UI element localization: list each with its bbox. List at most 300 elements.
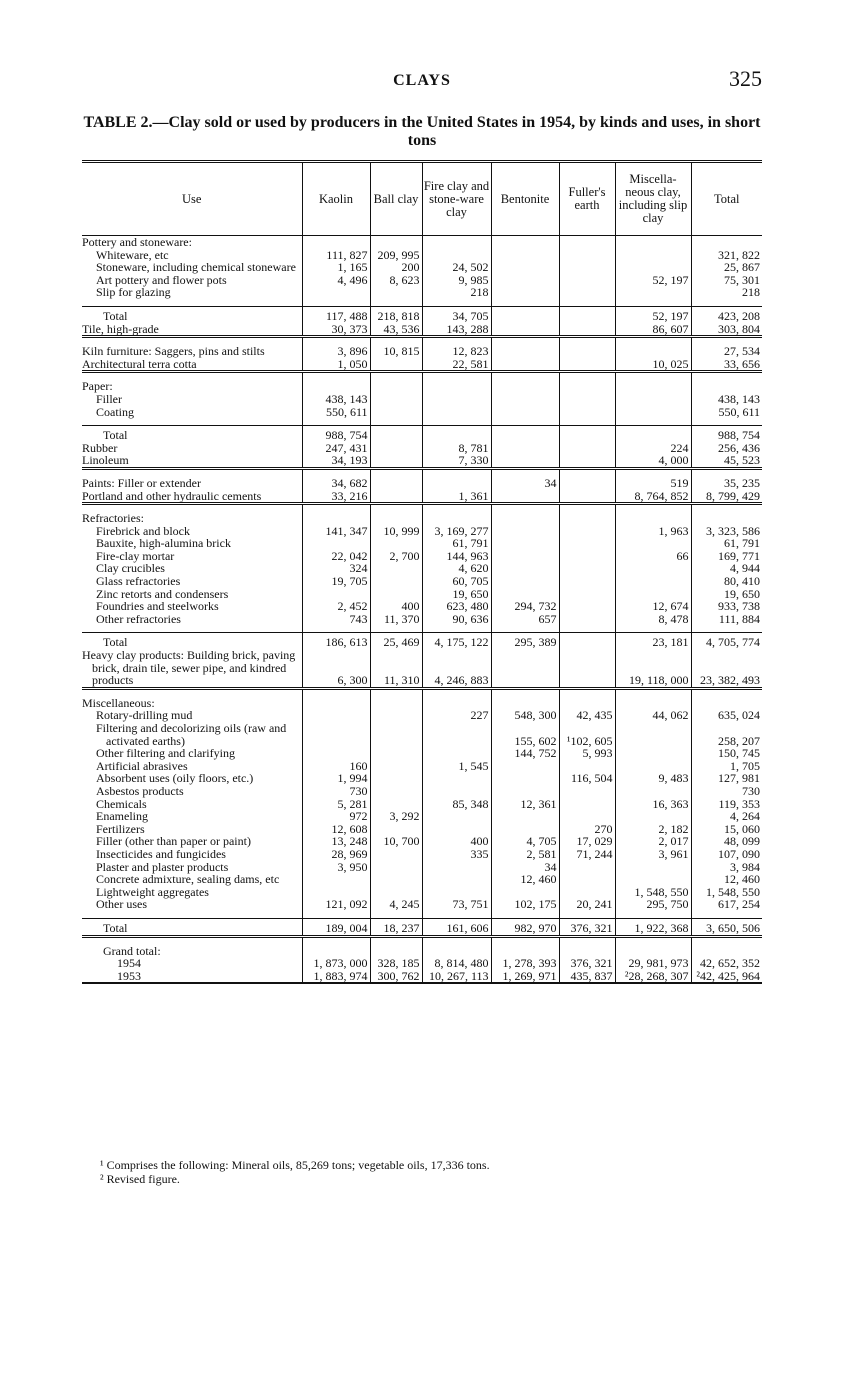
table-row [82,873,762,886]
value-cell: 258, 207 [691,722,762,747]
spacer-cell [302,625,370,633]
use-label: Fertilizers [96,821,145,836]
value-cell: 209, 995 [370,249,422,262]
use-label: Other filtering and clarifying [96,746,235,761]
value-cell [559,550,615,563]
spacer-cell [82,299,302,307]
value-cell: 29, 981, 973 [615,957,691,970]
column-header: Miscella-neous clay, including slip clay [615,162,691,236]
value-cell: 71, 244 [559,848,615,861]
spacer-cell [615,372,691,381]
value-cell [559,249,615,262]
value-cell: ¹102, 605 [559,722,615,747]
value-cell: 294, 732 [491,600,559,613]
value-cell [370,562,422,575]
value-cell [491,649,559,688]
value-cell: 730 [302,785,370,798]
value-cell: 25, 867 [691,261,762,274]
value-cell [370,454,422,468]
value-cell: 321, 822 [691,249,762,262]
spacer-cell [559,418,615,426]
value-cell: 4, 496 [302,274,370,287]
table-row [82,236,762,249]
spacer-cell [615,299,691,307]
value-cell: 22, 581 [422,358,491,372]
value-cell [370,286,422,299]
value-cell: 435, 837 [559,970,615,984]
value-cell [422,406,491,419]
value-cell: 27, 534 [691,345,762,358]
value-cell [491,562,559,575]
spacer-cell [370,688,422,697]
use-label: 1954 [117,956,141,971]
value-cell: 61, 791 [691,537,762,550]
table-row [82,810,762,823]
value-cell: 45, 523 [691,454,762,468]
use-label: Artificial abrasives [96,758,188,773]
value-cell [422,747,491,760]
value-cell [559,323,615,337]
value-cell [559,358,615,372]
table-row [82,454,762,468]
value-cell: 160 [302,760,370,773]
spacer-cell [559,688,615,697]
value-cell [491,323,559,337]
value-cell: 43, 536 [370,323,422,337]
use-label: Linoleum [82,453,129,468]
value-cell [491,306,559,322]
value-cell [559,454,615,468]
value-cell [370,380,422,393]
value-cell: 1, 278, 393 [491,957,559,970]
value-cell [615,286,691,299]
value-cell: 743 [302,613,370,626]
value-cell: 8, 799, 429 [691,490,762,504]
value-cell: 4, 264 [691,810,762,823]
row-spacer [82,418,762,426]
value-cell: 161, 606 [422,918,491,936]
value-cell [422,380,491,393]
use-label: Rotary-drilling mud [96,708,193,723]
table-row [82,345,762,358]
value-cell [370,477,422,490]
spacer-cell [370,911,422,919]
value-cell [370,861,422,874]
spacer-cell [691,504,762,513]
value-cell: 144, 963 [422,550,491,563]
value-cell [491,785,559,798]
use-label: Total [82,306,302,322]
value-cell [559,490,615,504]
value-cell: 4, 620 [422,562,491,575]
value-cell [559,306,615,322]
value-cell: 1, 883, 974 [302,970,370,984]
spacer-cell [491,337,559,346]
table-row [82,261,762,274]
value-cell: 2, 017 [615,835,691,848]
use-label: Zinc retorts and condensers [96,586,229,601]
value-cell: 4, 175, 122 [422,633,491,649]
use-label: Tile, high-grade [82,321,159,336]
value-cell [559,345,615,358]
spacer-cell [370,625,422,633]
spacer-cell [422,911,491,919]
use-label: Stoneware, including chemical stoneware [96,260,296,275]
value-cell: 12, 460 [491,873,559,886]
footnote-2: ² Revised figure. [100,1172,180,1186]
value-cell: 10, 999 [370,525,422,538]
value-cell: 3, 984 [691,861,762,874]
use-label: Other refractories [96,611,181,626]
spacer-cell [370,299,422,307]
value-cell: 5, 281 [302,798,370,811]
value-cell [370,406,422,419]
row-spacer [82,299,762,307]
value-cell: 400 [422,835,491,848]
value-cell [491,380,559,393]
spacer-cell [559,504,615,513]
spacer-cell [615,418,691,426]
use-label: Whiteware, etc [96,247,169,262]
spacer-cell [491,504,559,513]
value-cell: 12, 823 [422,345,491,358]
value-cell [302,709,370,722]
value-cell: 218, 818 [370,306,422,322]
value-cell [615,426,691,442]
table-row [82,600,762,613]
use-label: Paper: [82,379,113,394]
value-cell: 1, 963 [615,525,691,538]
value-cell [559,588,615,601]
value-cell [302,722,370,747]
value-cell: 12, 674 [615,600,691,613]
column-header: Use [82,162,302,236]
spacer-cell [615,936,691,945]
value-cell: 270 [559,823,615,836]
value-cell: 15, 060 [691,823,762,836]
table-row [82,562,762,575]
value-cell [370,236,422,249]
value-cell: 12, 361 [491,798,559,811]
spacer-cell [491,372,559,381]
value-cell [559,649,615,688]
value-cell: 13, 248 [302,835,370,848]
table-row [82,970,762,984]
value-cell: 550, 611 [691,406,762,419]
value-cell: 4, 000 [615,454,691,468]
value-cell [491,454,559,468]
value-cell: 295, 750 [615,898,691,911]
use-label: Grand total: [103,943,161,958]
spacer-cell [422,418,491,426]
value-cell: 18, 237 [370,918,422,936]
value-cell [559,406,615,419]
value-cell [615,747,691,760]
value-cell [559,512,615,525]
value-cell [491,537,559,550]
value-cell: 218 [422,286,491,299]
value-cell: 4, 944 [691,562,762,575]
value-cell [491,772,559,785]
value-cell: ²42, 425, 964 [691,970,762,984]
value-cell [370,760,422,773]
column-header: Bentonite [491,162,559,236]
value-cell [615,380,691,393]
value-cell: 111, 827 [302,249,370,262]
value-cell: 1, 548, 550 [691,886,762,899]
page-number: 325 [729,66,762,91]
table-caption: TABLE 2.—Clay sold or used by producers in the United States in 1954, by kinds and uses, in short tons [83,114,761,149]
use-label: Firebrick and block [96,523,190,538]
value-cell [302,512,370,525]
value-cell [559,798,615,811]
value-cell [615,406,691,419]
value-cell: 2, 452 [302,600,370,613]
use-label: Kiln furniture: Saggers, pins and stilts [82,344,265,359]
spacer-cell [691,299,762,307]
value-cell [491,512,559,525]
spacer-cell [691,625,762,633]
value-cell [559,426,615,442]
table-row [82,649,762,688]
value-cell [491,249,559,262]
value-cell [370,697,422,710]
spacer-cell [691,911,762,919]
value-cell: 61, 791 [422,537,491,550]
value-cell: 3, 650, 506 [691,918,762,936]
running-header [82,66,762,96]
value-cell: 48, 099 [691,835,762,848]
value-cell: 35, 235 [691,477,762,490]
value-cell: 8, 814, 480 [422,957,491,970]
value-cell: 22, 042 [302,550,370,563]
value-cell [615,562,691,575]
value-cell: 335 [422,848,491,861]
value-cell: 155, 602 [491,722,559,747]
use-label: 1953 [82,970,302,984]
value-cell: 28, 969 [302,848,370,861]
spacer-cell [559,468,615,477]
value-cell [491,286,559,299]
value-cell [559,537,615,550]
value-cell [615,873,691,886]
table-body [82,236,762,984]
spacer-cell [691,372,762,381]
value-cell [491,426,559,442]
value-cell: 116, 504 [559,772,615,785]
value-cell: 10, 267, 113 [422,970,491,984]
value-cell: 8, 781 [422,442,491,455]
value-cell: 111, 884 [691,613,762,626]
value-cell [302,747,370,760]
value-cell [422,785,491,798]
value-cell: 10, 025 [615,358,691,372]
footnotes [100,1158,490,1186]
value-cell: 34, 193 [302,454,370,468]
spacer-cell [491,688,559,697]
value-cell: 438, 143 [302,393,370,406]
use-label: Architectural terra cotta [82,356,197,371]
column-header: Kaolin [302,162,370,236]
spacer-cell [302,688,370,697]
value-cell: 143, 288 [422,323,491,337]
value-cell [615,861,691,874]
use-label: Paints: Filler or extender [82,475,201,490]
value-cell [559,810,615,823]
value-cell [559,477,615,490]
table-row [82,512,762,525]
spacer-cell [302,299,370,307]
spacer-cell [691,418,762,426]
column-header: Total [691,162,762,236]
value-cell: 657 [491,613,559,626]
spacer-cell [422,299,491,307]
value-cell: 3, 323, 586 [691,525,762,538]
value-cell: 169, 771 [691,550,762,563]
value-cell [370,785,422,798]
total-row [82,918,762,936]
value-cell [370,537,422,550]
section-separator [82,372,762,381]
value-cell: 11, 310 [370,649,422,688]
value-cell [370,393,422,406]
value-cell: 33, 216 [302,490,370,504]
spacer-cell [302,504,370,513]
table-header-row [82,162,762,236]
spacer-cell [615,625,691,633]
spacer-cell [82,625,302,633]
spacer-cell [370,372,422,381]
value-cell [559,600,615,613]
value-cell [370,722,422,747]
value-cell [370,873,422,886]
use-label: Plaster and plaster products [96,859,229,874]
spacer-cell [491,418,559,426]
use-label: Other uses [96,897,147,912]
value-cell: 8, 764, 852 [615,490,691,504]
value-cell: 3, 292 [370,810,422,823]
spacer-cell [370,468,422,477]
value-cell [370,575,422,588]
value-cell: 2, 182 [615,823,691,836]
value-cell: 933, 738 [691,600,762,613]
value-cell: 376, 321 [559,918,615,936]
use-label: Foundries and steelworks [96,599,219,614]
value-cell: 423, 208 [691,306,762,322]
value-cell: 988, 754 [302,426,370,442]
value-cell [491,236,559,249]
spacer-cell [559,372,615,381]
value-cell [491,490,559,504]
value-cell: 75, 301 [691,274,762,287]
use-label: Clay crucibles [96,561,165,576]
spacer-cell [615,337,691,346]
value-cell [422,477,491,490]
value-cell: 23, 181 [615,633,691,649]
spacer-cell [491,911,559,919]
value-cell: 10, 700 [370,835,422,848]
value-cell: 303, 804 [691,323,762,337]
value-cell: 19, 705 [302,575,370,588]
value-cell [422,393,491,406]
value-cell: 300, 762 [370,970,422,984]
value-cell: 86, 607 [615,323,691,337]
value-cell [615,810,691,823]
value-cell [559,525,615,538]
section-separator [82,688,762,697]
value-cell: 1, 873, 000 [302,957,370,970]
value-cell [559,442,615,455]
spacer-cell [615,688,691,697]
value-cell: 550, 611 [302,406,370,419]
use-label: Total [82,426,302,442]
use-label: Slip for glazing [96,285,171,300]
spacer-cell [491,625,559,633]
value-cell: 218 [691,286,762,299]
value-cell: 20, 241 [559,898,615,911]
value-cell [559,873,615,886]
spacer-cell [422,468,491,477]
value-cell: 438, 143 [691,393,762,406]
value-cell: 30, 373 [302,323,370,337]
value-cell: 972 [302,810,370,823]
value-cell: 73, 751 [422,898,491,911]
spacer-cell [370,936,422,945]
value-cell [302,286,370,299]
spacer-cell [422,372,491,381]
value-cell: 34 [491,861,559,874]
value-cell [559,286,615,299]
value-cell: 982, 970 [491,918,559,936]
use-label: Fire-clay mortar [96,548,175,563]
spacer-cell [422,625,491,633]
value-cell [422,873,491,886]
value-cell: 1, 545 [422,760,491,773]
value-cell: 4, 246, 883 [422,649,491,688]
value-cell: 127, 981 [691,772,762,785]
value-cell: 9, 985 [422,274,491,287]
value-cell [370,358,422,372]
value-cell: 34, 682 [302,477,370,490]
total-row [82,633,762,649]
spacer-cell [691,688,762,697]
value-cell [615,575,691,588]
value-cell: 1, 994 [302,772,370,785]
table-row [82,477,762,490]
value-cell: 3, 961 [615,848,691,861]
value-cell [491,261,559,274]
value-cell [691,512,762,525]
value-cell: 12, 460 [691,873,762,886]
use-label: Concrete admixture, sealing dams, etc [96,872,280,887]
table-row [82,798,762,811]
table-row [82,274,762,287]
table-row [82,393,762,406]
use-label: Total [82,918,302,936]
value-cell: 7, 330 [422,454,491,468]
footnote-1: ¹ Comprises the following: Mineral oils, 85,269 tons; vegetable oils, 17,336 tons. [100,1158,490,1172]
value-cell: ²28, 268, 307 [615,970,691,984]
value-cell: 623, 480 [422,600,491,613]
value-cell [491,274,559,287]
value-cell [615,345,691,358]
use-label: Insecticides and fungicides [96,846,226,861]
value-cell [491,550,559,563]
value-cell [302,537,370,550]
value-cell: 34 [491,477,559,490]
value-cell: 102, 175 [491,898,559,911]
table-row [82,722,762,747]
